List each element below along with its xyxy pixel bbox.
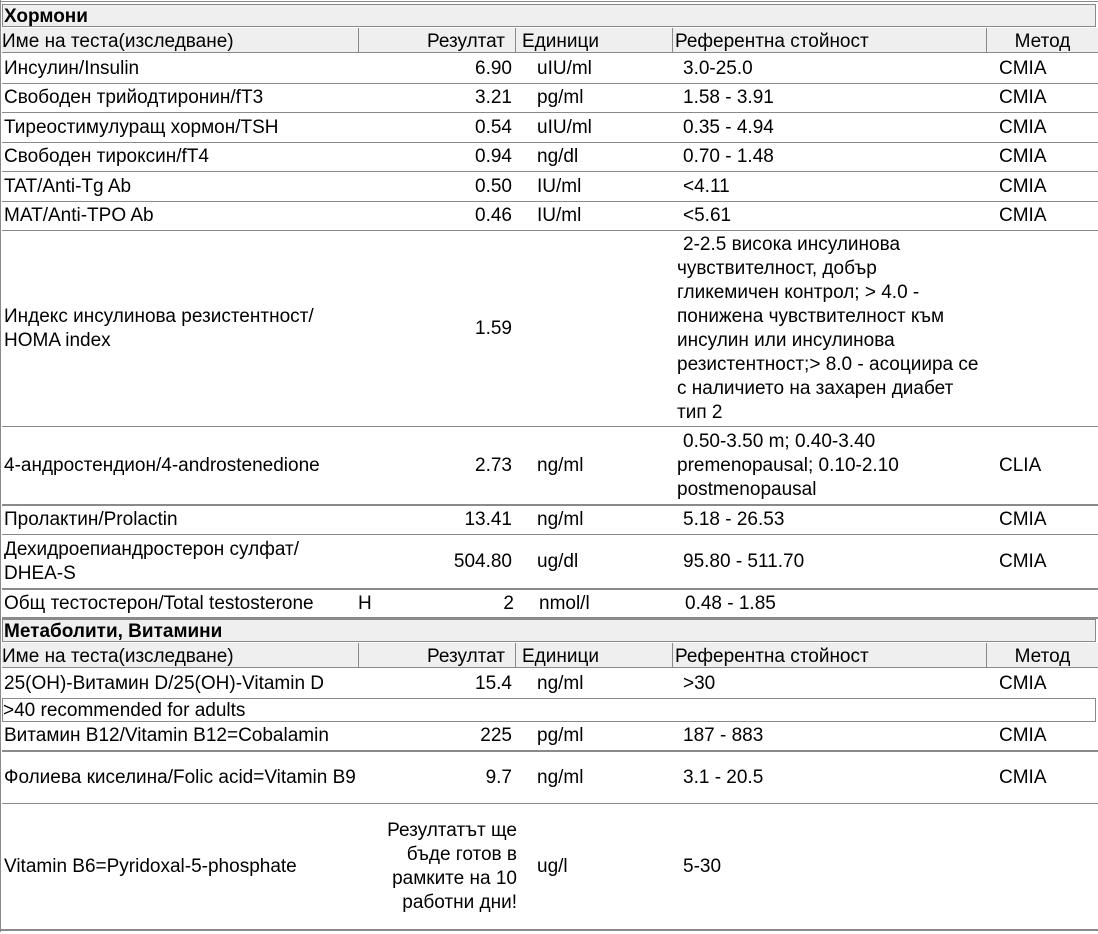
test-method: CMIA <box>999 57 1047 79</box>
header-method: Метод <box>1014 646 1071 667</box>
test-units: ug/dl <box>537 550 579 572</box>
table-row <box>2 172 1098 202</box>
table-row <box>2 804 1098 929</box>
test-reference: 0.70 - 1.48 <box>683 146 774 167</box>
test-reference: 5-30 <box>683 855 722 877</box>
test-reference: 187 - 883 <box>683 725 764 746</box>
test-name: 4-андростендион/4-androstenedione <box>4 454 320 476</box>
test-name: Фолиева киселина/Folic acid=Vitamin B9 <box>4 766 356 788</box>
test-method: CMIA <box>999 205 1047 226</box>
table-row <box>2 231 1098 427</box>
test-result: 6.90 <box>475 57 512 79</box>
test-name: Индекс инсулинова резистентност/ HOMA index <box>4 305 314 351</box>
test-name: Витамин B12/Vitamin B12=Cobalamin <box>4 725 329 746</box>
table-row <box>2 752 1098 804</box>
test-units: ug/l <box>537 855 568 877</box>
test-name: Свободен тироксин/fT4 <box>4 146 209 167</box>
test-units: nmol/l <box>539 592 590 614</box>
test-units: IU/ml <box>537 175 582 197</box>
test-result: 0.50 <box>475 175 512 197</box>
header-name: Име на теста(изследване) <box>2 28 359 53</box>
test-result: 504.80 <box>453 550 512 572</box>
flag-high: H <box>358 592 372 614</box>
test-method <box>999 231 1097 426</box>
table-row <box>2 506 1098 535</box>
test-result: 1.59 <box>475 317 512 339</box>
test-reference: 2-2.5 висока инсулинова чувствителност, добър гликемичен контрол; > 4.0 - понижена чувствителност към инсулин или инсулинова резистентност;> 8.0 - асоциира се с наличието на захарен диабет тип 2 <box>677 233 979 423</box>
test-result: 13.41 <box>464 509 512 530</box>
test-name: Vitamin B6=Pyridoxal-5-phosphate <box>4 855 297 877</box>
test-method <box>999 590 1097 617</box>
header-units: Единици <box>516 643 673 668</box>
table-row <box>2 202 1098 231</box>
test-units: pg/ml <box>537 87 584 108</box>
section-title-hormones: Хормони <box>2 4 1096 27</box>
test-name: Пролактин/Prolactin <box>4 509 178 530</box>
test-units: pg/ml <box>537 725 584 746</box>
test-reference: <5.61 <box>683 205 732 226</box>
test-units: ng/dl <box>537 146 579 167</box>
header-result: Резултат <box>359 28 516 53</box>
test-name: Свободен трийодтиронин/fT3 <box>4 87 264 108</box>
test-units: IU/ml <box>537 205 582 226</box>
test-method: CMIA <box>999 672 1047 694</box>
test-reference: 95.80 - 511.70 <box>683 550 805 572</box>
header-reference: Референтна стойност <box>673 643 987 668</box>
test-reference: >30 <box>683 672 716 694</box>
test-name: Тиреостимулуращ хормон/TSH <box>4 116 279 138</box>
test-reference: 0.48 - 1.85 <box>685 592 776 614</box>
header-method: Метод <box>1014 31 1071 52</box>
test-reference: 1.58 - 3.91 <box>683 87 774 108</box>
test-method: CMIA <box>999 766 1047 788</box>
table-row <box>2 113 1098 143</box>
test-name: Дехидроепиандростерон сулфат/ DHEA-S <box>4 538 299 584</box>
header-name: Име на теста(изследване) <box>2 643 359 668</box>
table-row <box>2 535 1098 590</box>
test-method: CMIA <box>999 550 1047 572</box>
test-reference: <4.11 <box>683 175 730 197</box>
section-title-metabolites: Метаболити, Витамини <box>2 619 1096 642</box>
test-result: Резултатът ще бъде готов в рамките на 10 работни дни! <box>387 819 517 913</box>
test-reference: 0.35 - 4.94 <box>683 116 774 138</box>
table-row <box>2 427 1098 506</box>
bottom-border <box>1 929 1098 931</box>
test-units: ng/ml <box>537 509 584 530</box>
test-method: CMIA <box>999 725 1047 746</box>
table-row <box>2 54 1098 84</box>
test-result: 3.21 <box>475 87 512 108</box>
test-units: ng/ml <box>537 454 584 476</box>
test-method: CMIA <box>999 87 1047 108</box>
test-result: 0.46 <box>475 205 512 226</box>
header-units: Единици <box>516 28 673 53</box>
test-result: 2 <box>503 592 514 614</box>
test-units <box>537 231 673 426</box>
table-row <box>2 84 1098 113</box>
header-result: Резултат <box>359 643 516 668</box>
test-method: CMIA <box>999 175 1047 197</box>
table-row <box>2 590 1098 619</box>
top-border <box>1 1 1098 2</box>
test-result: 2.73 <box>475 454 512 476</box>
vitamin-d-note: >40 recommended for adults <box>2 698 1096 722</box>
test-reference: 0.50-3.50 m; 0.40-3.40 premenopausal; 0.10-2.10 postmenopausal <box>677 430 899 500</box>
test-name: 25(OH)-Витамин D/25(OH)-Vitamin D <box>4 672 325 694</box>
test-result: 9.7 <box>485 766 512 788</box>
test-method: CLIA <box>999 454 1042 476</box>
test-name: TAT/Anti-Tg Ab <box>4 175 132 197</box>
test-result: 0.54 <box>475 116 512 138</box>
column-header-row <box>2 643 1098 668</box>
test-result: 0.94 <box>475 146 512 167</box>
test-method: CMIA <box>999 509 1047 530</box>
header-reference: Референтна стойност <box>673 28 987 53</box>
test-result: 15.4 <box>475 672 512 694</box>
test-method: CMIA <box>999 116 1047 138</box>
column-header-row <box>2 28 1098 53</box>
table-row <box>2 143 1098 172</box>
test-units: uIU/ml <box>537 57 592 79</box>
test-result: 225 <box>480 725 512 746</box>
test-units: uIU/ml <box>537 116 592 138</box>
test-name: Инсулин/Insulin <box>4 57 140 79</box>
test-reference: 3.1 - 20.5 <box>683 766 764 788</box>
table-row <box>2 669 1098 698</box>
test-reference: 5.18 - 26.53 <box>683 509 785 530</box>
test-method: CMIA <box>999 146 1047 167</box>
test-method <box>999 804 1097 929</box>
test-units: ng/ml <box>537 766 584 788</box>
test-reference: 3.0-25.0 <box>683 57 753 79</box>
test-name: Общ тестостерон/Total testosterone <box>4 592 314 614</box>
table-row <box>2 722 1098 752</box>
test-name: MAT/Anti-TPO Ab <box>4 205 154 226</box>
test-units: ng/ml <box>537 672 584 694</box>
